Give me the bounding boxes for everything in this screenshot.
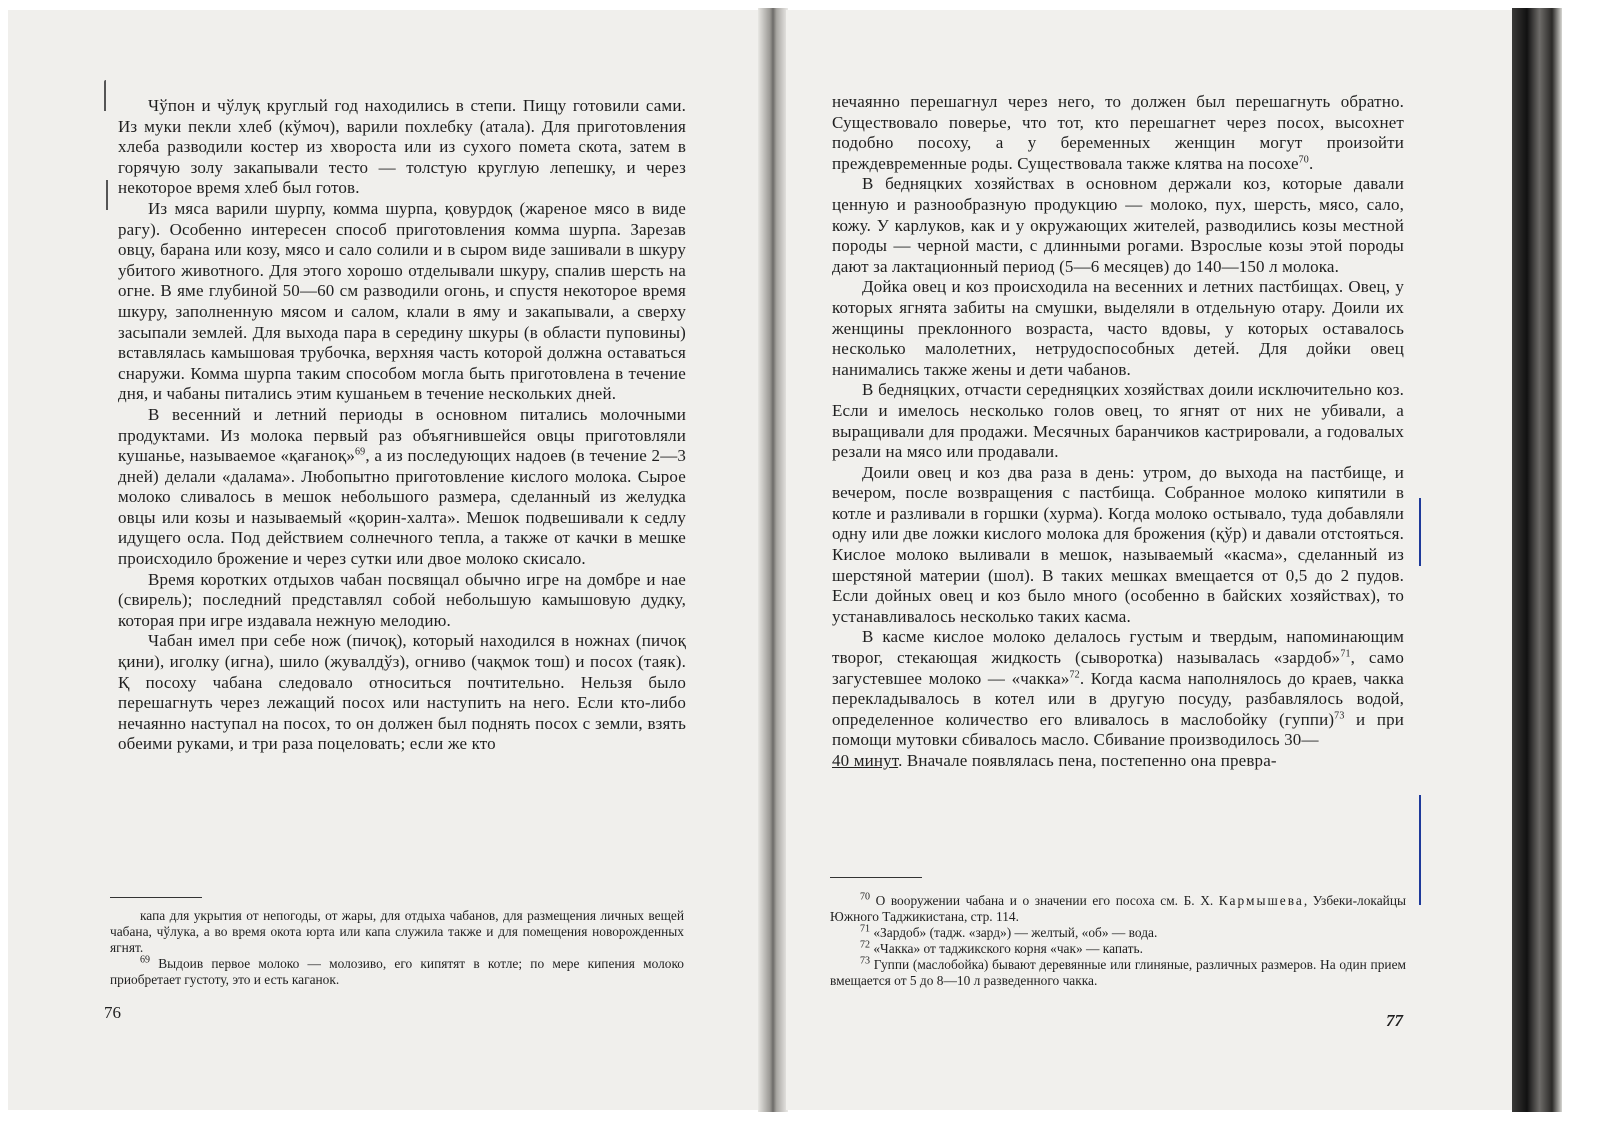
left-page-footnotes [110, 908, 684, 988]
footnote-ref: 72 [1069, 668, 1080, 680]
footnote: $^{73}$ Гуппи (маслобойка) бывают деревянные или глиняные, различных размеров. На один прием вмещается от 5 до 8—10 л разведенного чакка. [830, 955, 1406, 988]
footnote-continuation: капа для укрытия от непогоды, от жары, для отдыха чабанов, для размещения личных вещей чабана, чўлука, а во время окота юрта или капа служила также и для помещения новорожденных ягнят. [110, 908, 684, 955]
paragraph: нечаянно перешагнул через него, то должен был перешагнуть обратно. Существовало поверье, что тот, кто перешагнет через посох, высохнет подобно посоху, а у беременных женщин могут произойти преждевременные роды. Существовала также клятва на посохе$^{70}$. [832, 92, 1404, 173]
pencil-bracket-mark [106, 180, 108, 210]
footnote-ref: 70 [1298, 154, 1309, 166]
footnote: $^{71}$ «Зардоб» (тадж. «зард») — желтый, «об» — вода. [860, 923, 1158, 940]
footnote: $^{72}$ «Чакка» от таджикского корня «чак» — капать. [860, 939, 1143, 956]
book-gutter [758, 8, 788, 1112]
ink-margin-mark [1419, 498, 1421, 566]
footnote: $^{69}$ Выдоив первое молоко — молозиво, его кипятят в котле; по мере кипения молоко приобретает густоту, это и есть каганок. [110, 954, 684, 987]
paragraph: Доили овец и коз два раза в день: утром, до выхода на пастбище, и вечером, после возвращения с пастбища. Собранное молоко кипятили в котле и разливали в горшки (хурма). Когда молоко остывало, туда добавляли одну или две ложки кислого молока для брожения (қўр) и давали отстояться. Кислое молоко выливали в мешок, называемый «касма», сделанный из шерстяной материи (шол). В таких мешках вмещается от 0,5 до 2 пудов. Если дойных овец и коз было много (особенно в байских хозяйствах), то устанавливалось несколько таких касма. [832, 462, 1404, 626]
paragraph: В бедняцких хозяйствах в основном держали коз, которые давали ценную и разнообразную продукцию — молоко, пух, шерсть, мясо, сало, кожу. У карлуков, как и у окружающих жителей, разводились козы местной породы — черной масти, с длинными рогами. Взрослые козы этой породы дают за лактационный период (5—6 месяцев) до 140—150 л молока. [832, 174, 1404, 276]
paragraph: В касме кислое молоко делалось густым и твердым, напоминающим творог, стекающая жидкость (сыворотка) называлась «зардоб»$^{71}$, само загустевшее молоко — «чакка»$^{72}$. Когда касма наполнялось до краев, чакка перекладывалось в котел или в другую посуду, разбавлялось водой, определенное количество его вливалось в маслобойку (гуппи)$^{73}$ и при помощи мутовки сбивалось масло. Сбивание производилось 30— 40 минут. Вначале появлялась пена, постепенно она превра- [832, 627, 1404, 770]
footnote-separator [110, 897, 202, 898]
footnote-separator [830, 877, 922, 878]
paragraph: Чабан имел при себе нож (пичоқ), который находился в ножнах (пичоқ қини), иголку (игна), шило (жувалдўз), огниво (чақмок тош) и посох (таяк). Қ посоху чабана следовало относиться почтительно. Нельзя было перешагнуть через лежащий посох или наступить на него. Если кто-либо нечаянно наступал на посох, то он должен был поднять посох с земли, взять обеими руками, и три раза поцеловать; если же кто [118, 631, 686, 754]
paragraph: Время коротких отдыхов чабан посвящал обычно игре на домбре и нае (свирель); последний представлял собой небольшую камышовую дудку, которая при игре издавала нежную мелодию. [118, 569, 686, 630]
pencil-bracket-mark [104, 80, 106, 111]
left-page-body [118, 96, 686, 755]
page-number: 77 [1386, 1011, 1403, 1030]
paragraph: В бедняцких, отчасти середняцких хозяйствах доили исключительно коз. Если и имелось несколько голов овец, то ягнят от них не убивали, а выращивали для продажи. Месячных баранчиков кастрировали, а годовалых резали на мясо или продавали. [832, 380, 1404, 462]
right-page-body [832, 92, 1404, 772]
page-number: 76 [104, 1003, 121, 1022]
paragraph: Чўпон и чўлуқ круглый год находились в степи. Пищу готовили сами. Из муки пекли хлеб (кўмоч), варили похлебку (атала). Для приготовления хлеба разводили костер из хвороста или из сухого помета скота, затем в горячую золу закапывали тесто — толстую круглую лепешку, и через некоторое время хлеб был готов. [118, 96, 686, 198]
footnote: $^{70}$ О вооружении чабана и о значении его посоха см. Б. Х. Кармышева, Узбеки-локайцы Южного Таджикистана, стр. 114. [830, 891, 1406, 924]
paragraph: Дойка овец и коз происходила на весенних и летних пастбищах. Овец, у которых ягнята забиты на смушки, выделяли в отдельную отару. Доили их женщины преклонного возраста, часто вдовы, у которых оставалось несколько малолетних, нетрудоспособных детей. Для дойки овец нанимались также жены и дети чабанов. [832, 277, 1404, 379]
ink-margin-mark [1419, 795, 1421, 905]
paragraph: Из мяса варили шурпу, комма шурпа, қовурдоқ (жареное мясо в виде рагу). Особенно интересен способ приготовления комма шурпа. Зарезав овцу, барана или козу, мясо и сало солили и в сыром виде зашивали в шкуру убитого животного. Для этого хорошо отделывали шкуру, спалив шерсть на огне. В яме глубиной 50—60 см разводили огонь, и спустя некоторое время шкуру, заполненную мясом и салом, клали в яму и закапывали, а сверху засыпали землей. Для выхода пара в середину шкуры (в области пуповины) вставлялась камышовая трубочка, верхняя часть которой должна оставаться снаружи. Комма шурпа таким способом могла быть приготовлена в течение дня, и чабаны питались этим кушаньем в течение нескольких дней. [118, 198, 686, 404]
book-edge [1512, 8, 1562, 1112]
footnote-ref: 69 [355, 446, 366, 458]
paragraph: В весенний и летний периоды в основном питались молочными продуктами. Из молока первый раз объягнившейся овцы приготовляли кушанье, называемое «қағаноқ»$^{69}$, а из последующих надоев (в течение 2—3 дней) делали «далама». Любопытно приготовление кислого молока. Сырое молоко сливалось в мешок небольшого размера, сделанный из желудка овцы или козы и называемый «қорин-халта». Мешок подвешивали к седлу идущего осла. Под действием солнечного тепла, а также от качки в мешке происходило брожение и через сутки или двое молоко скисало. [118, 404, 686, 569]
footnote-ref: 73 [1334, 710, 1345, 722]
right-page-footnotes [830, 893, 1406, 989]
footnote-ref: 71 [1340, 648, 1351, 660]
underlined-text: 40 минут [832, 751, 899, 770]
